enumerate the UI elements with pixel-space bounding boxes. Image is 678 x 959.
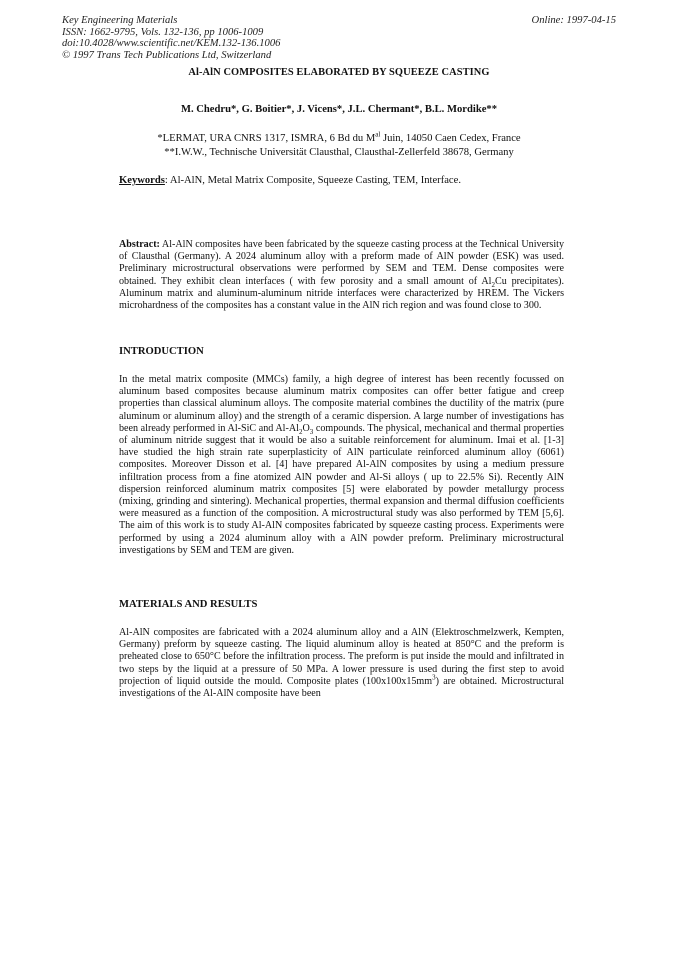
affiliation-2: **I.W.W., Technische Universität Clausthal, Clausthal-Zellerfeld 38678, Germany (164, 147, 514, 158)
issn-line: ISSN: 1662-9795, Vols. 132-136, pp 1006-1009 (62, 26, 264, 38)
affiliation-1-sup: al (375, 130, 381, 139)
intro-text-3: compounds. The physical, mechanical and thermal properties of aluminum nitride suggest that it would be also a suitable reinforcement for aluminum. Imai et al. [1-3] have studied the high strain rate superplasticity of AlN particulate reinforced aluminum alloy (6061) composites. Moreover Disson et al. [4] have prepared Al-AlN composites by using a medium pressure infiltration process from a fine atomized AlN powder and Al-Si alloys ( up to 22.5% Si). Recently AlN dispersion reinforced aluminum matrix composites [5] were elaborated by powder metallurgy process (mixing, grinding and sintering). Mechanical properties, thermal expansion and thermal diffusion coefficients were measured as a function of the composition. A microstructural study was also performed by TEM [5,6]. The aim of this work is to study Al-AlN composites fabricated by squeeze casting process. Experiments were performed by using a 2024 aluminum alloy with a AlN powder preform. Preliminary microstructural investigations by SEM and TEM are given. (119, 422, 564, 556)
keywords-line (119, 175, 461, 186)
doi-line[interactable]: doi:10.4028/www.scientific.net/KEM.132-136.1006 (62, 38, 281, 50)
online-date: Online: 1997-04-15 (531, 15, 616, 26)
introduction-heading: INTRODUCTION (119, 346, 204, 357)
journal-header (62, 15, 616, 61)
materials-text-1: Al-AlN composites are fabricated with a 2024 aluminum alloy and a AlN (Elektroschmelzwerk, Kempten, Germany) preform by squeeze casting. The liquid aluminum alloy is heated at 850°C and the preform is preheated close to 650°C before the infiltration process. The preform is put inside the mould and infiltrated in two steps by the liquid at a pressure of 50 MPa. A lower pressure is used during the first step to avoid projection of liquid outside the mould. Composite plates (100x100x15mm (119, 627, 564, 687)
abstract-text-2: Cu precipitates). Aluminum matrix and aluminum-aluminum nitride interfaces were characterized by HREM. The Vickers microhardness of the composites has a constant value in the AlN rich region and was found close to 300. (119, 275, 564, 312)
introduction-paragraph (119, 374, 564, 557)
paper-title: Al-AlN COMPOSITES ELABORATED BY SQUEEZE CASTING (188, 67, 490, 78)
intro-sub-2: 3 (309, 427, 314, 436)
keywords-text: : Al-AlN, Metal Matrix Composite, Squeeze Casting, TEM, Interface. (164, 175, 461, 186)
intro-text-2: O (302, 422, 310, 434)
affiliation-1-post: Juin, 14050 Caen Cedex, France (380, 133, 521, 144)
abstract-paragraph (119, 239, 564, 312)
copyright-line: © 1997 Trans Tech Publications Ltd, Switzerland (62, 49, 272, 61)
abstract-label: Abstract: (119, 239, 160, 250)
materials-sup-1: 3 (432, 673, 436, 682)
author-list: M. Chedru*, G. Boitier*, J. Vicens*, J.L. Chermant*, B.L. Mordike** (180, 104, 498, 115)
intro-text-1: In the metal matrix composite (MMCs) family, a high degree of interest has been recently focussed on aluminum based composites because aluminum matrix composites can offer better fatigue and creep properties than classical aluminum alloys. The composite material combines the ductility of the matrix (pure aluminum or aluminum alloy) and the strength of a ceramic dispersion. A large number of investigations has been already performed in Al-SiC and Al-Al (119, 374, 564, 434)
materials-paragraph (119, 627, 564, 700)
journal-name: Key Engineering Materials (62, 15, 178, 26)
abstract-sub-1: 2 (491, 280, 495, 289)
intro-sub-1: 2 (298, 427, 303, 436)
materials-text-2: ) are obtained. Microstructural investigations of the Al-AlN composite have been (119, 675, 564, 700)
keywords-label: Keywords (119, 175, 165, 186)
abstract-text-1: Al-AlN composites have been fabricated by the squeeze casting process at the Technical University of Clausthal (Germany). A 2024 aluminum alloy with a preform made of AlN powder (ESK) was used. Preliminary microstructural observations were performed by SEM and TEM. Dense composites were obtained. They exhibit clean interfaces ( with few porosity and a small amount of Al (119, 239, 564, 287)
affiliation-1 (0, 130, 678, 144)
affiliation-1-pre: *LERMAT, URA CNRS 1317, ISMRA, 6 Bd du M (157, 133, 376, 144)
materials-heading: MATERIALS AND RESULTS (119, 599, 258, 610)
